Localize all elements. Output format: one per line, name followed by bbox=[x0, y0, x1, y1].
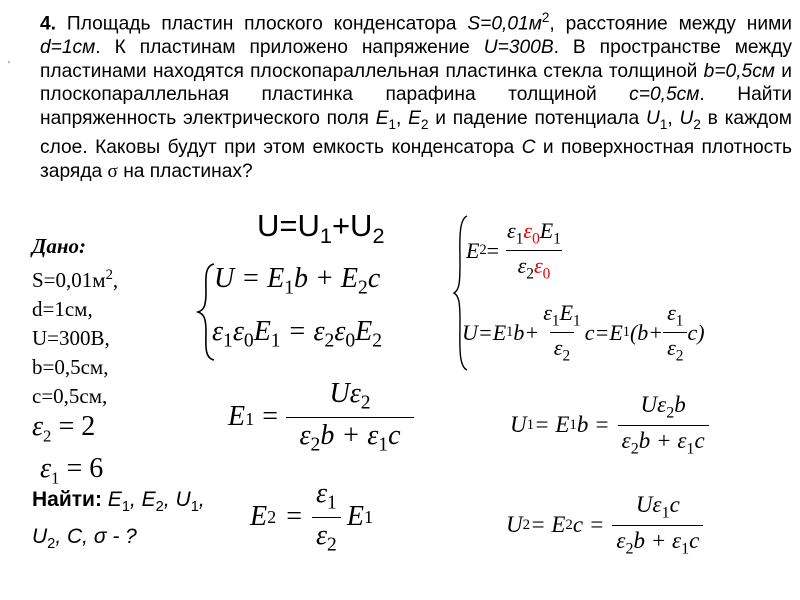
problem-paraffin-thickness: c=0,5см bbox=[629, 84, 700, 106]
eq-text: ε bbox=[212, 316, 224, 347]
problem-text: и плоскопараллельная пластинка парафина толщиной bbox=[40, 60, 792, 106]
voltage-sum-equation: $U=U_1+U_2$ bbox=[257, 208, 385, 249]
problem-text: , bbox=[667, 107, 680, 129]
problem-text: Площадь пластин плоского конденсатора bbox=[66, 13, 468, 35]
eq-text: b + E bbox=[294, 263, 359, 294]
problem-voltage: U=300В bbox=[483, 36, 554, 58]
problem-number: 4. bbox=[40, 13, 57, 35]
e1-formula: E 1 = $\frac{U\varepsilon_2}{\varepsilon_2b + \varepsilon_1c}$ bbox=[228, 378, 414, 456]
eq-text: E bbox=[559, 300, 574, 325]
eq-text: (b+ bbox=[629, 319, 664, 345]
eq-text: b + ε bbox=[633, 527, 682, 553]
eq-text: ε bbox=[334, 316, 346, 347]
eq-text: +U bbox=[331, 208, 373, 243]
eq-text: = E bbox=[534, 412, 570, 438]
problem-var: U bbox=[679, 107, 694, 129]
eq-text: c bbox=[367, 263, 381, 294]
eq-text: ε bbox=[543, 300, 552, 325]
eq-text: c) bbox=[687, 319, 705, 345]
eq-text: Uε bbox=[635, 492, 662, 517]
eq-text: Uε bbox=[329, 378, 361, 409]
eq-text: ε bbox=[553, 335, 563, 361]
eq-text: ε bbox=[533, 253, 543, 279]
eq-text: U bbox=[510, 412, 527, 438]
system2-line1: E 2 = $\frac{\varepsilon_1\varepsilon_0E_1}{\varepsilon_2\varepsilon_0}$ bbox=[466, 218, 565, 284]
find-var: , U bbox=[32, 488, 205, 549]
find-var: E bbox=[107, 488, 122, 511]
system2-line2: U=E 1 b+ $\frac{\varepsilon_1E_1}{\varepsilon_2}$ c=E 1 (b+ $\frac{\varepsilon_1}{\varepsilon_2}$ c) bbox=[462, 300, 705, 365]
problem-text: и падение потенциала bbox=[428, 107, 646, 129]
problem-text: , расстояние между ними bbox=[549, 13, 792, 35]
given-eps1: $\varepsilon_1 = 6$ bbox=[40, 452, 104, 488]
fraction: $\frac{U\varepsilon_1c}{\varepsilon_2b + \varepsilon_1c}$ bbox=[612, 492, 703, 558]
u2-formula: U 2 = E 2 c = $\frac{U\varepsilon_1c}{\varepsilon_2b + \varepsilon_1c}$ bbox=[506, 492, 703, 558]
eps-symbol: ε bbox=[40, 452, 52, 484]
problem-text: . В пространстве между пластинами находятся плоскопараллельная пластинка стекла толщиной bbox=[40, 36, 792, 82]
problem-text: и поверхностная плотность заряда bbox=[40, 137, 792, 182]
eq-text: b bbox=[674, 392, 686, 417]
eps2-value: = 2 bbox=[58, 411, 96, 442]
problem-var: E bbox=[375, 107, 389, 129]
problem-text: на пластинах? bbox=[117, 160, 253, 182]
problem-text: . Найти напряженность электрического поля bbox=[40, 84, 792, 129]
eq-text: c bbox=[689, 527, 700, 553]
eq-text: c = bbox=[572, 512, 605, 538]
eq-text: U=U bbox=[257, 208, 320, 243]
find-var: , C, σ - ? bbox=[55, 525, 137, 549]
eq-text: c bbox=[669, 492, 680, 517]
eq-text: E bbox=[539, 218, 554, 243]
eq-text: c=E bbox=[584, 319, 623, 345]
eq-text: ε bbox=[232, 316, 244, 347]
given-area: $S=0,01м^2$, bbox=[32, 267, 119, 292]
eq-text: ε bbox=[523, 218, 533, 243]
given-b: b=0,5см, bbox=[32, 355, 109, 379]
eq-text: ε bbox=[667, 335, 676, 361]
problem-var: U bbox=[645, 107, 660, 129]
given-block bbox=[32, 232, 118, 494]
eq-text: c bbox=[388, 419, 401, 451]
system1-line2: $\varepsilon_1\varepsilon_0E_1 = \varepsilon_2\varepsilon_0E_2$ bbox=[212, 316, 383, 352]
eq-text: E bbox=[250, 501, 268, 533]
eq-text: ε bbox=[507, 218, 516, 243]
eq-text: ε bbox=[667, 300, 676, 325]
problem-sigma: σ bbox=[107, 160, 118, 182]
eq-text: b = bbox=[576, 412, 610, 438]
eq-text: ε bbox=[299, 419, 311, 451]
system1-line1: $U = E_1b + E_2c$ bbox=[214, 263, 381, 299]
given-area-text: S=0,01м bbox=[32, 268, 106, 292]
problem-text: . К пластинам приложено напряжение bbox=[95, 36, 484, 58]
eq-text: E bbox=[228, 401, 246, 433]
problem-var: E bbox=[408, 107, 421, 129]
eq-text: E bbox=[466, 237, 480, 263]
u1-formula: U 1 = E 1 b = $\frac{U\varepsilon_2b}{\varepsilon_2b + \varepsilon_1c}$ bbox=[510, 392, 709, 458]
problem-glass-thickness: b=0,5см bbox=[703, 60, 775, 82]
eq-text: = E bbox=[530, 512, 566, 538]
eq-text: = ε bbox=[280, 316, 325, 347]
eps-symbol: ε bbox=[32, 411, 44, 442]
fraction: $\frac{U\varepsilon_2b}{\varepsilon_2b + \varepsilon_1c}$ bbox=[618, 392, 709, 458]
eq-text: ε bbox=[616, 527, 626, 553]
eq-text: ε bbox=[316, 478, 328, 509]
eq-text: ε bbox=[316, 519, 328, 551]
fraction: $\frac{U\varepsilon_2}{\varepsilon_2b + \varepsilon_1c}$ bbox=[286, 378, 414, 456]
eq-text: ε bbox=[517, 253, 527, 279]
find-block: Найти: $E_1$, $E_2$, $U_1$, $U_2$, C, σ - ? bbox=[32, 488, 205, 553]
eq-text: b+ bbox=[513, 319, 540, 345]
given-distance: d=1см, bbox=[32, 297, 93, 321]
find-var: , U bbox=[163, 488, 191, 511]
e2-formula: E 2 = $\frac{\varepsilon_1}{\varepsilon_2}$ E 1 bbox=[250, 478, 374, 556]
given-voltage: U=300В, bbox=[32, 326, 110, 350]
eq-text: b + ε bbox=[638, 427, 687, 453]
find-var: , E bbox=[129, 488, 156, 511]
eq-text: E bbox=[346, 501, 364, 533]
eq-text: = bbox=[486, 237, 500, 263]
problem-area: S=0,01м bbox=[467, 13, 542, 35]
fraction: $\frac{\varepsilon_1}{\varepsilon_2}$ bbox=[312, 478, 341, 556]
given-eps2: $\varepsilon_2 = 2$ bbox=[32, 411, 96, 446]
given-c: c=0,5см, bbox=[32, 384, 108, 408]
problem-statement: 4. Площадь пластин плоского конденсатора $S=0,01м^2$, расстояние между ними d=1см. К пластинам приложено напряжение U=300В. В пространстве между пластинами находятся плоскопараллельная пластинка стекла толщиной b=0,5см и плоскопараллельная пластинка парафина толщиной c=0,5см. Найти напряженность электрического поля $E_1$, $E_2$ и падение потенциала $U_1$, $U_2$ в каждом слое. Каковы будут при этом емкость конденсатора C и поверхностная плотность заряда σ на пластинах? bbox=[40, 10, 792, 182]
eq-text: b + ε bbox=[320, 419, 379, 451]
problem-distance: d=1см bbox=[40, 36, 96, 58]
eq-text: E bbox=[355, 316, 373, 347]
find-label: Найти: bbox=[32, 488, 102, 511]
eq-text: c bbox=[694, 427, 705, 453]
eq-text: U = E bbox=[214, 263, 285, 294]
problem-var: C bbox=[521, 137, 536, 159]
fraction: $\frac{\varepsilon_1}{\varepsilon_2}$ bbox=[663, 300, 687, 366]
stray-mark: ' bbox=[8, 60, 10, 71]
given-heading: Дано: bbox=[32, 234, 86, 258]
eq-text: Uε bbox=[640, 392, 667, 417]
eq-text: U bbox=[506, 512, 523, 538]
eps1-value: = 6 bbox=[66, 452, 104, 484]
fraction: $\frac{\varepsilon_1\varepsilon_0E_1}{\varepsilon_2\varepsilon_0}$ bbox=[507, 218, 561, 283]
eq-text: U=E bbox=[462, 319, 507, 345]
eq-text: E bbox=[253, 316, 271, 347]
problem-text: , bbox=[395, 107, 409, 129]
fraction: $\frac{\varepsilon_1E_1}{\varepsilon_2}$ bbox=[543, 300, 581, 365]
eq-text: ε bbox=[621, 427, 631, 453]
problem-text: в каждом слое. Каковы будут при этом емкость конденсатора bbox=[40, 107, 792, 159]
